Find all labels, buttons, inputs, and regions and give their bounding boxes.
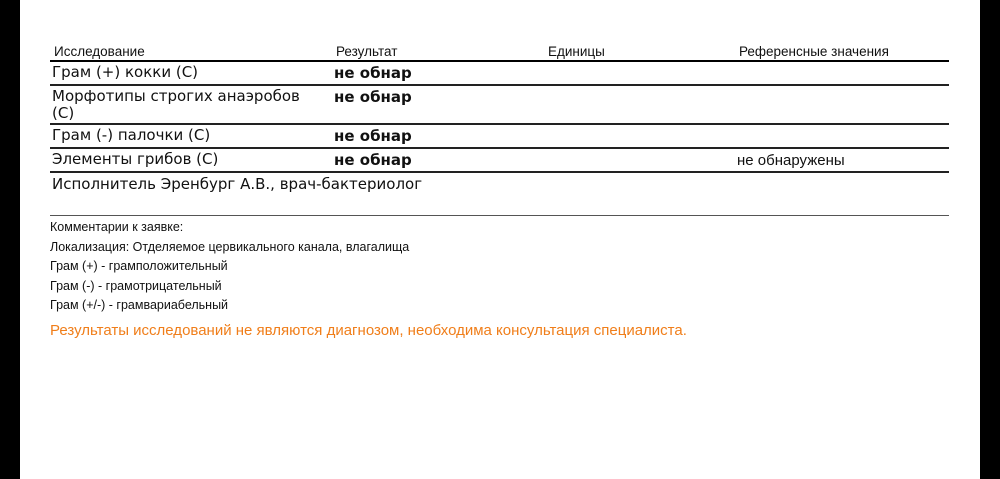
test-name: Морфотипы строгих анаэробов (С) [52,87,300,122]
test-name: Грам (-) палочки (С) [52,126,211,144]
comment-line: Грам (+) - грамположительный [50,259,228,273]
table-row [50,62,949,86]
table-row [50,149,949,173]
header-units: Единицы [548,44,605,59]
test-result: не обнар [334,88,412,106]
disclaimer-text: Результаты исследований не являются диагнозом, необходима консультация специалиста. [50,322,687,339]
test-name: Элементы грибов (С) [52,150,219,168]
performer-line [50,173,949,216]
table-row [50,125,949,149]
comment-line: Грам (-) - грамотрицательный [50,278,222,293]
test-result: не обнар [334,151,412,169]
test-result: не обнар [334,127,412,145]
comment-line: Грам (+/-) - грамвариабельный [50,298,229,312]
test-name: Грам (+) кокки (С) [52,63,199,81]
document-page [20,0,980,479]
results-table [50,42,949,216]
comments-block [50,219,409,317]
comments-title: Комментарии к заявке: [50,220,184,234]
table-header [50,42,949,62]
test-reference: не обнаружены [737,152,845,169]
test-result: не обнар [334,64,412,82]
comment-line: Локализация: Отделяемое цервикального канала, влагалища [50,239,410,254]
table-row [50,86,949,125]
header-reference: Референсные значения [739,44,889,59]
header-test-name: Исследование [54,44,145,59]
performer-text: Исполнитель Эренбург А.В., врач-бактериолог [52,175,423,193]
header-result: Результат [336,44,398,59]
